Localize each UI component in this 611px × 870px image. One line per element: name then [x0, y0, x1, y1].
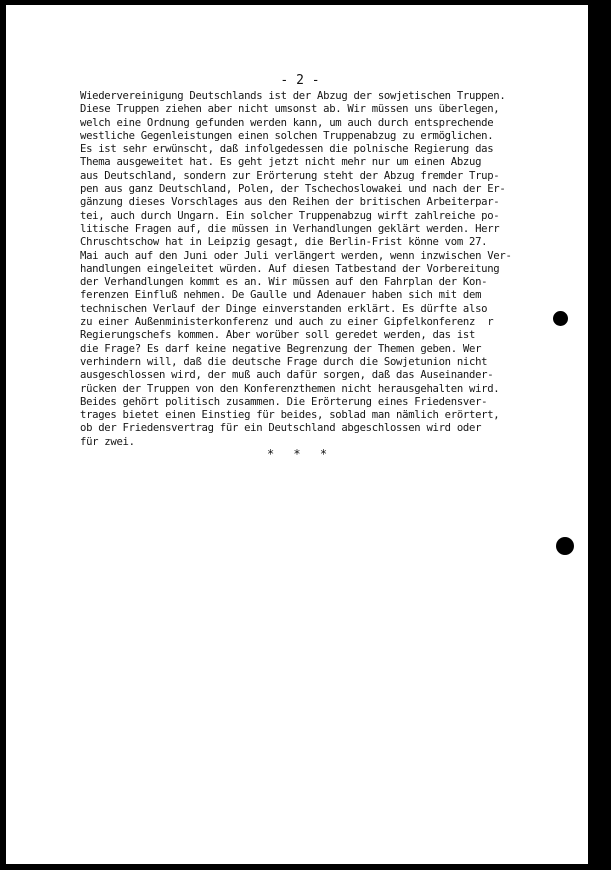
page-number: - 2 -: [280, 73, 320, 88]
punch-hole-icon: [556, 537, 574, 555]
text-line: die Frage? Es darf keine negative Begrenzung der Themen geben. Wer: [80, 342, 482, 355]
scan-border-right: [588, 0, 611, 870]
scan-border-left: [0, 0, 6, 870]
text-line: Beides gehört politisch zusammen. Die Erörterung eines Friedensver-: [80, 395, 488, 408]
text-line: Thema ausgeweitet hat. Es geht jetzt nicht mehr nur um einen Abzug: [80, 156, 482, 169]
punch-hole-icon: [553, 311, 568, 326]
text-line: westliche Gegenleistungen einen solchen Truppenabzug zu ermöglichen.: [80, 129, 494, 142]
text-line: litische Fragen auf, die müssen in Verhandlungen geklärt werden. Herr: [80, 222, 500, 235]
text-line: gänzung dieses Vorschlages aus den Reihen der britischen Arbeiterpar-: [80, 196, 500, 209]
text-line: Diese Truppen ziehen aber nicht umsonst ab. Wir müssen uns überlegen,: [80, 103, 500, 116]
text-line: rücken der Truppen von den Konferenzthemen nicht herausgehalten wird.: [80, 382, 500, 395]
text-line: zu einer Außenministerkonferenz und auch zu einer Gipfelkonferenz r: [80, 316, 494, 329]
text-line: Mai auch auf den Juni oder Juli verlängert werden, wenn inzwischen Ver-: [80, 249, 512, 262]
text-line: pen aus ganz Deutschland, Polen, der Tschechoslowakei und nach der Er-: [80, 183, 506, 196]
text-line: für zwei.: [80, 435, 135, 448]
text-line: tei, auch durch Ungarn. Ein solcher Truppenabzug wirft zahlreiche po-: [80, 209, 500, 222]
text-line: ob der Friedensvertrag für ein Deutschland abgeschlossen wird oder: [80, 422, 482, 435]
text-line: Regierungschefs kommen. Aber worüber soll geredet werden, das ist: [80, 329, 476, 342]
text-line: handlungen eingeleitet würden. Auf diesen Tatbestand der Vorbereitung: [80, 262, 500, 275]
text-line: der Verhandlungen kommt es an. Wir müssen auf den Fahrplan der Kon-: [80, 276, 488, 289]
text-line: technischen Verlauf der Dinge einverstanden erklärt. Es dürfte also: [80, 302, 488, 315]
scan-border-bottom: [0, 864, 611, 870]
text-line: verhindern will, daß die deutsche Frage durch die Sowjetunion nicht: [80, 355, 488, 368]
text-line: trages bietet einen Einstieg für beides, soblad man nämlich erörtert,: [80, 409, 500, 422]
text-line: aus Deutschland, sondern zur Erörterung steht der Abzug fremder Trup-: [80, 169, 500, 182]
text-line: ausgeschlossen wird, der muß auch dafür sorgen, daß das Auseinander-: [80, 369, 494, 382]
scan-border-top: [0, 0, 611, 5]
section-separator: * * *: [266, 447, 334, 461]
body-text: [80, 90, 590, 449]
text-line: Es ist sehr erwünscht, daß infolgedessen die polnische Regierung das: [80, 143, 494, 156]
text-line: welch eine Ordnung gefunden werden kann, um auch durch entsprechende: [80, 116, 494, 129]
text-line: Chruschtschow hat in Leipzig gesagt, die Berlin-Frist könne vom 27.: [80, 236, 488, 249]
text-line: ferenzen Einfluß nehmen. De Gaulle und Adenauer haben sich mit dem: [80, 289, 482, 302]
text-line: Wiedervereinigung Deutschlands ist der Abzug der sowjetischen Truppen.: [80, 90, 506, 102]
